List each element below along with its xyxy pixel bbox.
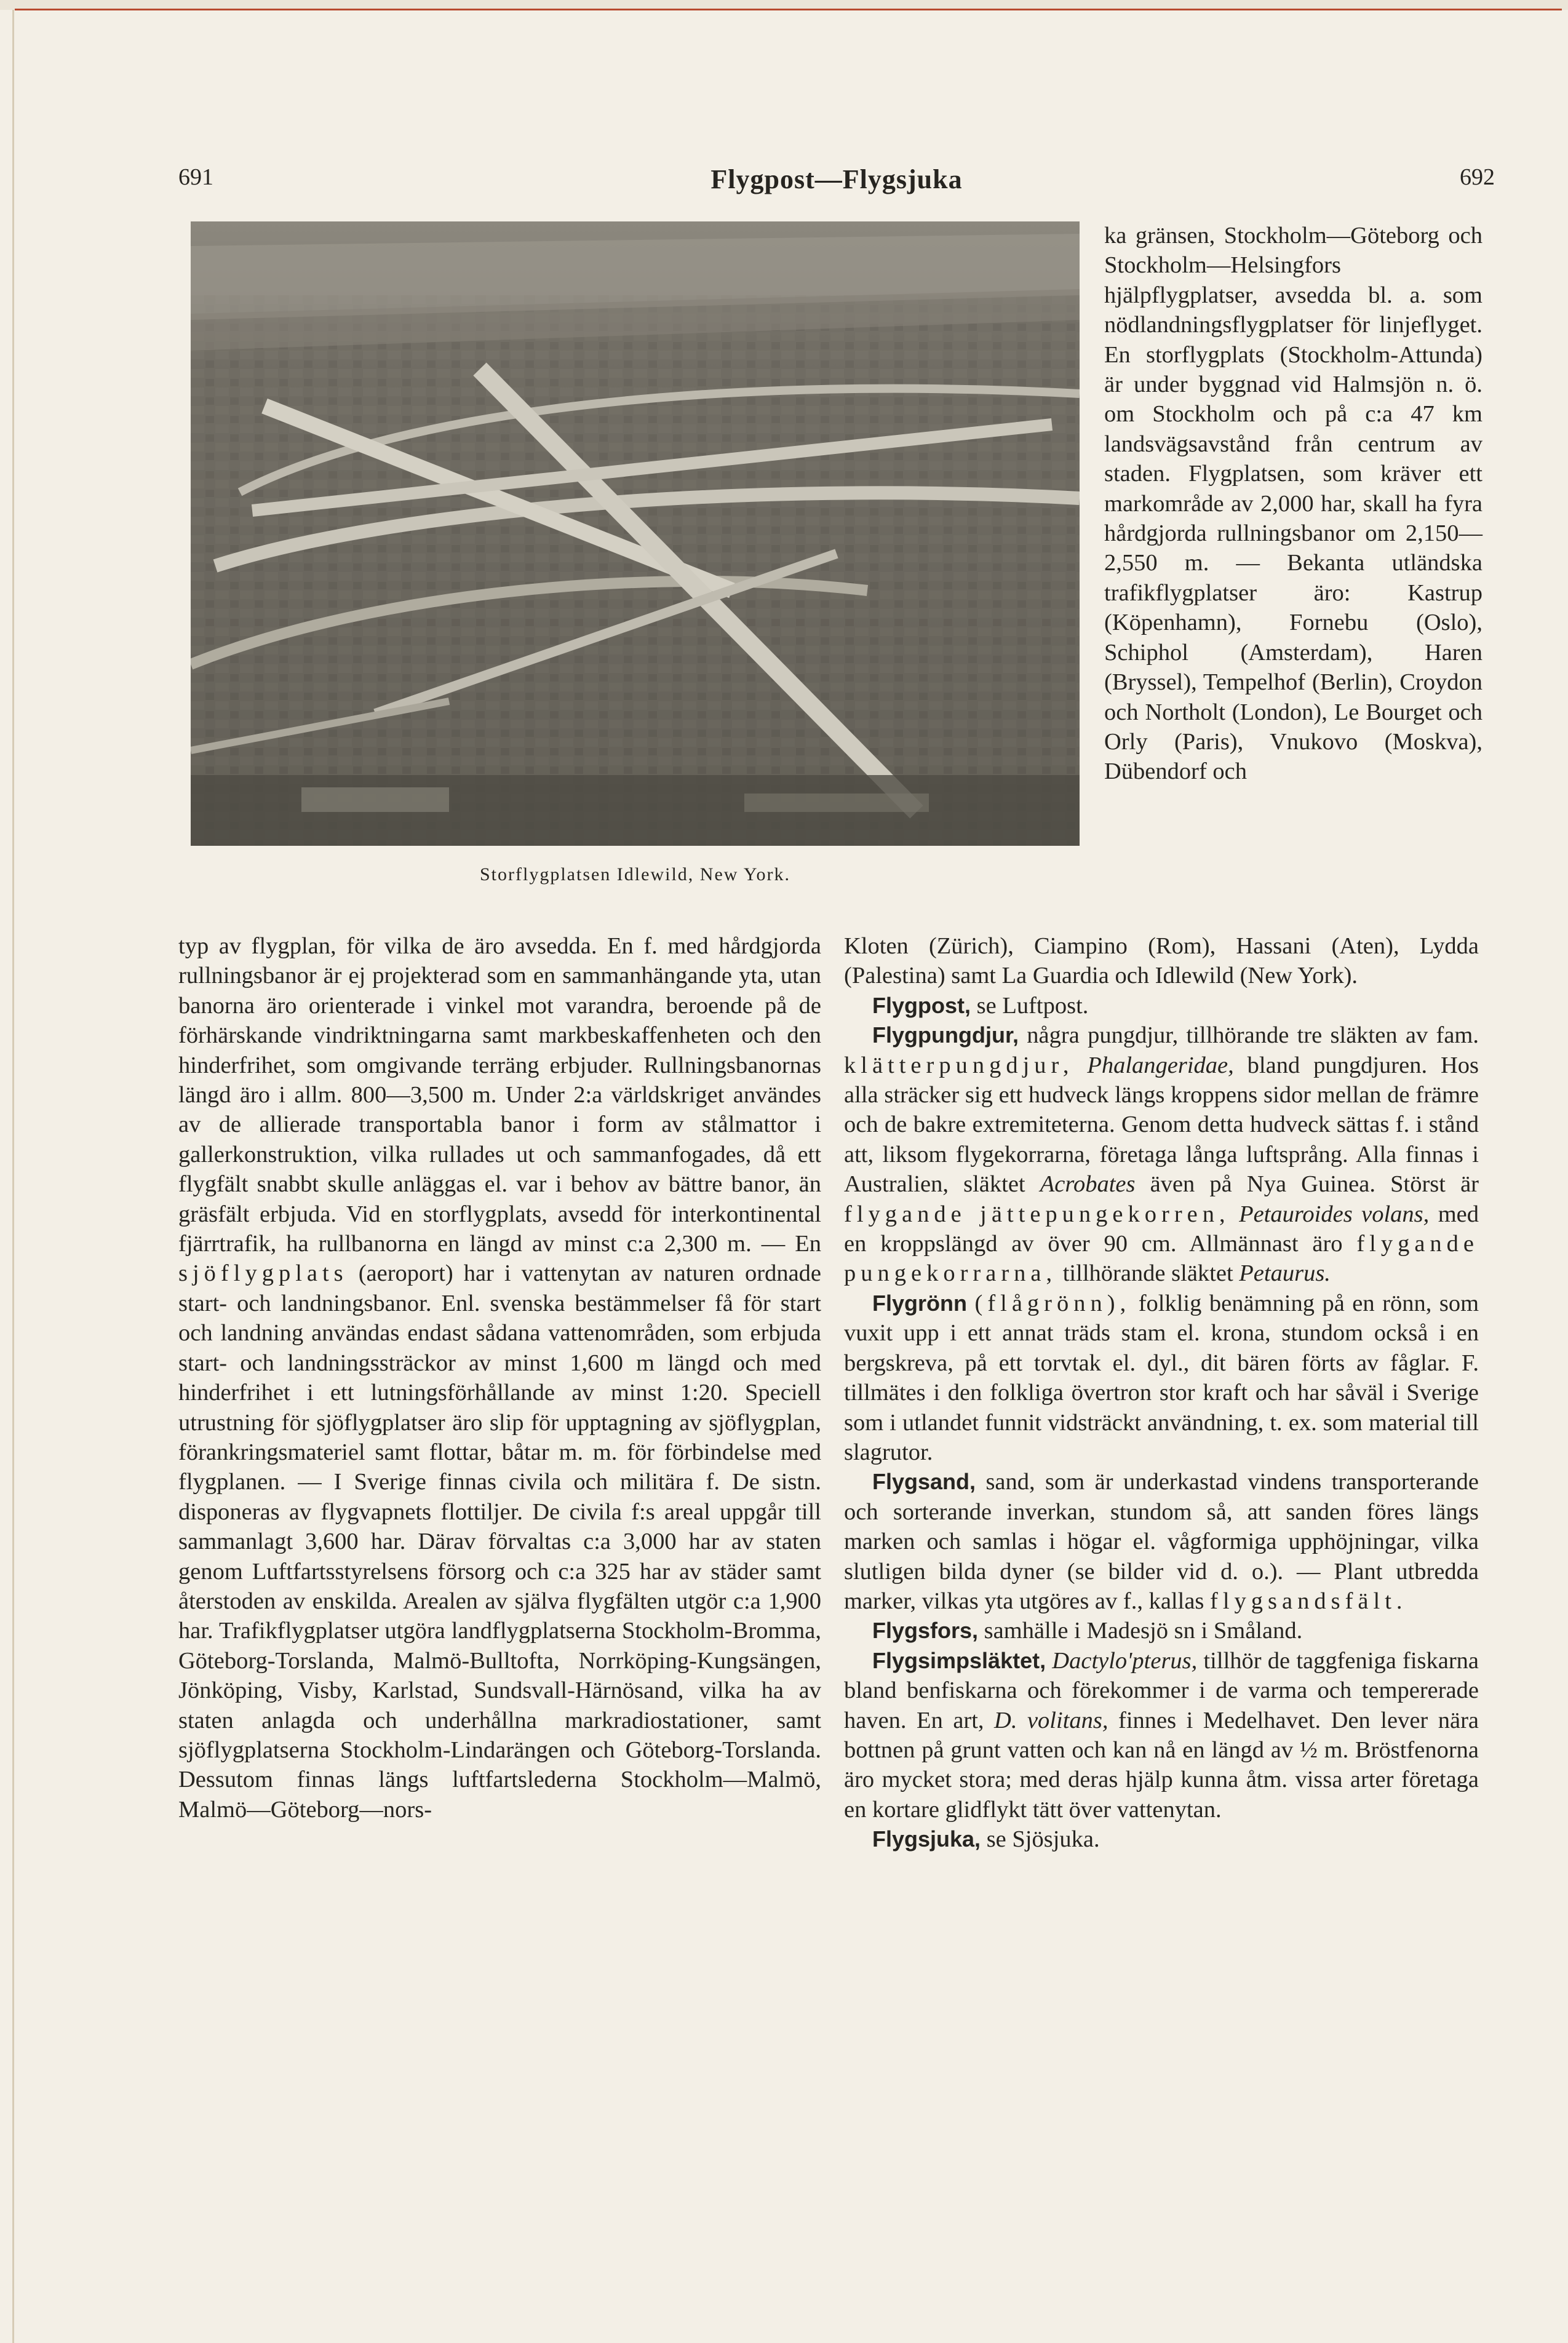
term-spaced: klätterpungdjur, xyxy=(844,1052,1074,1078)
page-left-edge xyxy=(12,10,14,2343)
term-spaced: flygsandsfält. xyxy=(1210,1588,1407,1614)
entry-text: finnes i Medelhavet. Den lever nära bottnen på grunt vatten och kan nå en längd av ½ m. Bröstfenorna äro mycket stora; med deras hjälp kunna åtm. vissa arter företaga en kortare glidflykt tätt över vattenytan. xyxy=(844,1707,1479,1823)
aerial-photo-illustration xyxy=(191,221,1080,846)
headword-flygpost: Flygpost, xyxy=(872,992,971,1018)
latin-name: Petauroides volans, xyxy=(1239,1201,1430,1227)
entry-flygsand xyxy=(844,1467,1479,1616)
right-column-top-text xyxy=(1104,221,1482,787)
headword-flygpungdjur: Flygpungdjur, xyxy=(872,1022,1019,1048)
aerial-photo-idlewild xyxy=(191,221,1080,846)
headword-flygsfors: Flygsfors, xyxy=(872,1618,979,1644)
entry-text: med en kroppslängd av över 90 cm. Allmännast äro xyxy=(844,1201,1479,1257)
page-number-right: 692 xyxy=(1460,164,1495,190)
entry-text: även på Nya Guinea. Störst är xyxy=(1150,1171,1479,1198)
entry-text: se Luftpost. xyxy=(976,992,1089,1019)
headword-flygsand: Flygsand, xyxy=(872,1469,976,1495)
headword-flygsimpslaktet: Flygsimpsläktet, xyxy=(872,1647,1046,1673)
latin-name: Acrobates xyxy=(1040,1171,1136,1198)
term-spaced: (flågrönn), xyxy=(974,1290,1131,1316)
term-spaced: flygande jättepungekorren, xyxy=(844,1201,1230,1227)
latin-name: Petaurus. xyxy=(1239,1260,1331,1287)
entry-text: folklig benämning på en rönn, som vuxit upp i ett annat träds stam el. krona, stundom också i en bergskreva, på ett torvtak el. dyl., dit bären förts av fåglar. F. tillmätes i den folkliga övertron stor kraft och har såväl i Sverige som i utlandet funnit vidsträckt användning, t. ex. som material till slagrutor. xyxy=(844,1290,1479,1465)
entry-text: samhälle i Madesjö sn i Småland. xyxy=(984,1618,1303,1644)
latin-name: Phalangeridae, xyxy=(1087,1052,1234,1078)
page-top-rule xyxy=(15,9,1562,10)
running-title: Flygpost—Flygsjuka xyxy=(710,164,963,194)
left-text-1: typ av flygplan, för vilka de äro avsedda. En f. med hårdgjorda rullningsbanor är ej projekterad som en sammanhängande yta, utan banorna äro orienterade i vinkel mot varandra, beroende på de förhärskande vindriktningarna samt markbeskaffenheten och den hinderfrihet, som omgivande terräng erbjuder. Rullningsbanornas längd äro i allm. 800—3,500 m. Under 2:a världskriget användes av de allierade transportabla banor i form av stålmattor i gallerkonstruktion, vilka rullades ut och sammanfogades, då ett flygfält snabbt skulle anläggas el. var i behov av bättre banor, än gräsfält erbjuda. Vid en storflygplats, avsedd för interkontinental fjärrtrafik, ha rullbanorna en längd av minst c:a 2,300 m. — En xyxy=(178,933,821,1257)
entry-flygpungdjur xyxy=(844,1020,1479,1289)
entry-text: några pungdjur, tillhörande tre släkten av fam. xyxy=(1027,1022,1479,1049)
headword-flygsjuka: Flygsjuka, xyxy=(872,1826,981,1852)
page-number-left: 691 xyxy=(178,164,213,190)
left-paragraph xyxy=(178,931,821,1824)
entry-flygsfors xyxy=(844,1616,1479,1645)
headword-flygronn: Flygrönn xyxy=(872,1290,967,1316)
entry-text: sand, som är underkastad vindens transporterande och sorterande inverkan, stundom så, att sanden föres längs marken och samlas i högar el. vågformiga upphöjningar, vilka slutligen bilda dyner (se bilder vid d. o.). — Plant utbredda marker, vilkas yta utgöres av f., kallas xyxy=(844,1469,1479,1614)
entry-flygsimpslaktet xyxy=(844,1646,1479,1824)
latin-name: D. volitans, xyxy=(994,1707,1108,1733)
latin-name: Dactylo'pterus, xyxy=(1052,1647,1198,1674)
entry-flygronn xyxy=(844,1289,1479,1467)
page-header xyxy=(178,164,1495,207)
entry-flygpost xyxy=(844,991,1479,1020)
entry-text: bland pungdjuren. Hos alla sträcker sig ett hudveck längs kroppens sidor mellan de främre och de bakre extremiteterna. Genom detta hudveck sättas f. i stånd att, liksom flygekorrarna, företaga långa luftsprång. Alla finnas i Australien, släktet xyxy=(844,1052,1479,1198)
entry-text: tillhör de taggfeniga fiskarna bland benfiskarna och förekommer i de varma och tempererade haven. En art, xyxy=(844,1647,1479,1733)
right-top-paragraph: ka gränsen, Stockholm—Göteborg och Stockholm—Helsingfors hjälpflygplatser, avsedda bl. a. som nödlandningsflygplatser för linjeflyget. En storflygplats (Stockholm-Attunda) är under byggnad vid Halmsjön n. ö. om Stockholm och på c:a 47 km landsvägsavstånd från centrum av staden. Flygplatsen, som kräver ett markområde av 2,000 har, skall ha fyra hårdgjorda rullningsbanor om 2,150—2,550 m. — Bekanta utländska trafikflygplatser äro: Kastrup (Köpenhamn), Fornebu (Oslo), Schiphol (Amsterdam), Haren (Bryssel), Tempelhof (Berlin), Croydon och Northolt (London), Le Bourget och Orly (Paris), Vnukovo (Moskva), Dübendorf och xyxy=(1104,223,1482,785)
term-sjoflygplats: sjöflygplats xyxy=(178,1260,348,1287)
right-column xyxy=(844,931,1479,1855)
left-text-2: (aeroport) har i vattenytan av naturen ordnade start- och landningsbanor. Enl. svenska bestämmelser få för start och landning användas endast sådana vattenområden, som erbjuda start- och landningssträckor av minst 1,600 m längd och med hinderfrihet i ett lutningsförhållande av minst 1:20. Speciell utrustning för sjöflygplatser äro slip för upptagning av sjöflygplan, förankringsmateriel samt flottar, båtar m. m. för förbindelse med flygplanen. — I Sverige finnas civila och militära f. De sistn. disponeras av flygvapnets flottiljer. De civila f:s areal uppgår till sammanlagt 3,600 har. Därav förvaltas c:a 3,000 har av staten genom Luftfartsstyrelsens försorg och c:a 325 har av städer samt återstoden av enskilda. Arealen av själva flygfälten utgör c:a 1,900 har. Trafikflygplatser utgöra landflygplatserna Stockholm-Bromma, Göteborg-Torslanda, Malmö-Bulltofta, Norrköping-Kungsängen, Jönköping, Visby, Karlstad, Sundsvall-Härnösand, vilka ha av staten anlagda och underhållna markradiostationer, samt sjöflygplatserna Stockholm-Lindarängen och Göteborg-Torslanda. Dessutom finnas längs luftfartslederna Stockholm—Malmö, Malmö—Göteborg—nors- xyxy=(178,1260,821,1823)
left-column xyxy=(178,931,821,1824)
entry-text: tillhörande släktet xyxy=(1062,1260,1233,1287)
entry-text: se Sjösjuka. xyxy=(986,1826,1100,1853)
figure-caption: Storflygplatsen Idlewild, New York. xyxy=(480,864,790,885)
term-spaced: flygande pungekorrarna, xyxy=(844,1231,1479,1287)
continuation-paragraph: Kloten (Zürich), Ciampino (Rom), Hassani (Aten), Lydda (Palestina) samt La Guardia och Idlewild (New York). xyxy=(844,933,1479,989)
entry-flygsjuka xyxy=(844,1824,1479,1854)
